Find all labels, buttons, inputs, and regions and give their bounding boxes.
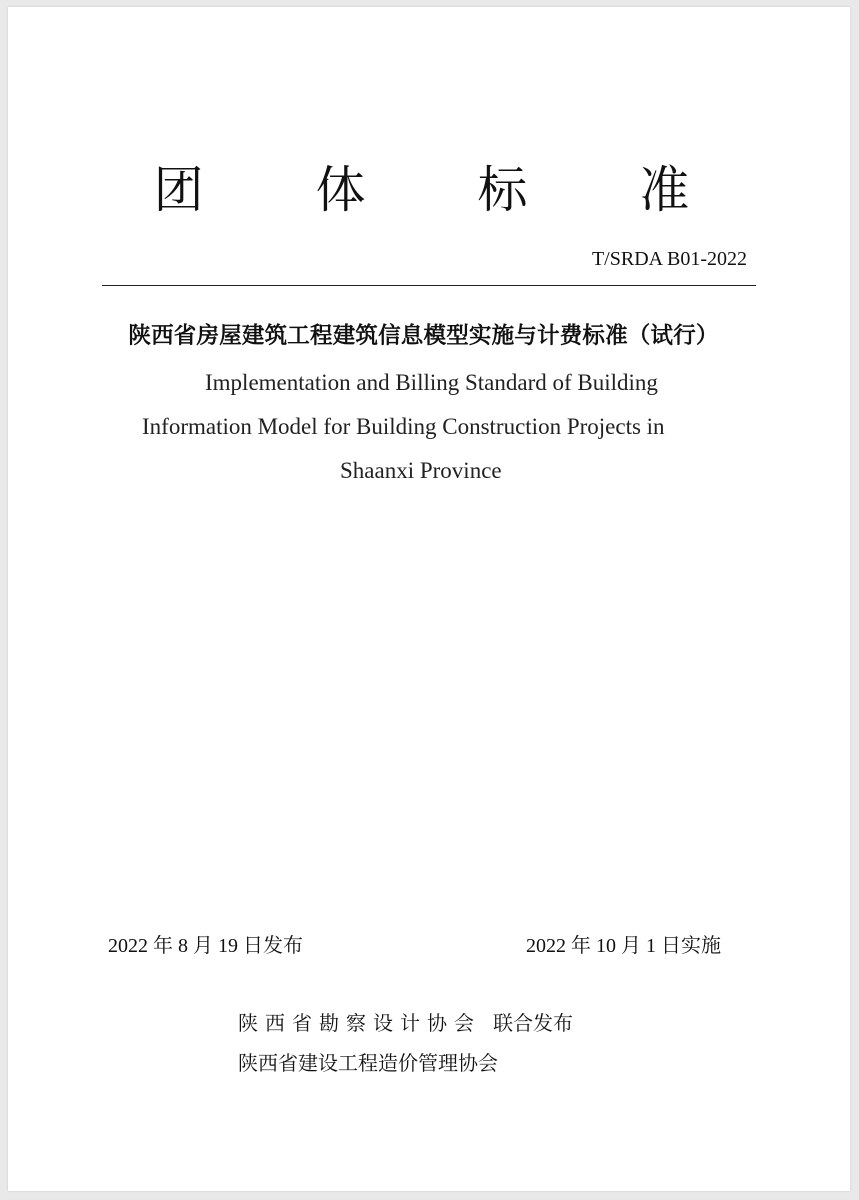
issuer-org-1: 陕西省勘察设计协会: [238, 1011, 481, 1035]
joint-release-label: 联合发布: [493, 1011, 573, 1035]
issuer-org-2: 陕西省建设工程造价管理协会: [238, 1051, 498, 1075]
document-type-title: 团 体 标 准: [153, 161, 738, 219]
english-title-line-1: Implementation and Billing Standard of Building: [205, 370, 658, 395]
header-divider: [102, 285, 756, 286]
effective-date: 2022 年 10 月 1 日实施: [526, 935, 721, 957]
english-title-line-3: Shaanxi Province: [340, 458, 502, 483]
issue-date: 2022 年 8 月 19 日发布: [108, 935, 303, 957]
english-title-line-2: Information Model for Building Construction Projects in: [142, 414, 665, 439]
standard-code: T/SRDA B01-2022: [591, 248, 747, 270]
chinese-title: 陕西省房屋建筑工程建筑信息模型实施与计费标准（试行）: [128, 323, 719, 349]
issuer-line-1: [238, 1007, 573, 1036]
